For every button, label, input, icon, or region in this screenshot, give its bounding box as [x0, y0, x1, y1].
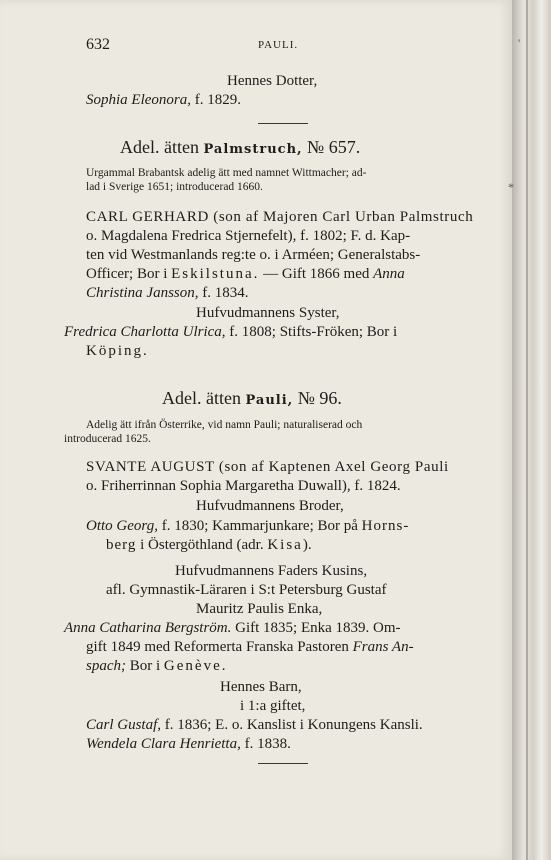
top-line-2: Sophia Eleonora, f. 1829. — [86, 92, 241, 108]
page-number: 632 — [86, 36, 110, 53]
entry-line: ten vid Westmanlands reg:te o. i Arméen; Generalstabs- — [86, 247, 421, 263]
entry-line: Köping. — [86, 343, 149, 359]
entry-line: Christina Jansson, f. 1834. — [86, 285, 249, 301]
top-line-1: Hennes Dotter, — [227, 73, 318, 89]
entry-line: Mauritz Paulis Enka, — [196, 601, 323, 617]
entry-line: Officer; Bor i Eskilstuna. — Gift 1866 med Anna — [86, 266, 405, 282]
entry-line: o. Magdalena Fredrica Stjernefelt), f. 1802; F. d. Kap- — [86, 228, 411, 244]
entry-line: berg i Östergöthland (adr. Kisa). — [106, 537, 312, 553]
page-edge-line — [526, 0, 528, 860]
entry-line: spach; Bor i Genève. — [86, 658, 228, 674]
margin-mark-2: * — [508, 180, 514, 194]
entry-line: gift 1849 med Reformerta Franska Pastoren Frans An- — [86, 639, 414, 655]
note-palmstruch-2: lad i Sverige 1651; introducerad 1660. — [86, 181, 263, 193]
entry-line: Wendela Clara Henrietta, f. 1838. — [86, 736, 291, 752]
entry-line: Fredrica Charlotta Ulrica, f. 1808; Stifts-Fröken; Bor i — [64, 324, 398, 340]
note-pauli-2: introducerad 1625. — [64, 433, 151, 445]
entry-line: Carl Gustaf, f. 1836; E. o. Kanslist i Konungens Kansli. — [86, 717, 423, 733]
divider-1 — [258, 123, 308, 124]
name-sophia: Sophia Eleonora, — [86, 92, 191, 108]
entry-line: CARL GERHARD (son af Majoren Carl Urban Palmstruch — [86, 209, 474, 225]
running-head: PAULI. — [258, 39, 299, 51]
section-heading-palmstruch: Adel. ätten Palmstruch, № 657. — [120, 137, 361, 157]
entry-line: i 1:a giftet, — [240, 698, 306, 714]
note-pauli-1: Adelig ätt ifrån Österrike, vid namn Pauli; naturaliserad och — [86, 419, 363, 431]
divider-2 — [258, 763, 308, 764]
note-palmstruch-1: Urgammal Brabantsk adelig ätt med namnet Wittmacher; ad- — [86, 167, 367, 179]
margin-mark-1: ' — [518, 36, 521, 50]
entry-line: Hufvudmannens Syster, — [196, 305, 340, 321]
entry-line: afl. Gymnastik-Läraren i S:t Petersburg Gustaf — [106, 582, 387, 598]
entry-line: Hufvudmannens Broder, — [196, 498, 344, 514]
entry-line: o. Friherrinnan Sophia Margaretha Duwall), f. 1824. — [86, 478, 401, 494]
entry-line: Hennes Barn, — [220, 679, 302, 695]
section-heading-pauli: Adel. ätten Pauli, № 96. — [162, 388, 342, 408]
entry-line: Anna Catharina Bergström. Gift 1835; Enka 1839. Om- — [64, 620, 401, 636]
entry-line: SVANTE AUGUST (son af Kaptenen Axel Georg Pauli — [86, 459, 449, 475]
entry-line: Hufvudmannens Faders Kusins, — [175, 563, 368, 579]
entry-line: Otto Georg, f. 1830; Kammarjunkare; Bor på Horns- — [86, 518, 410, 534]
page-edge — [512, 0, 551, 860]
